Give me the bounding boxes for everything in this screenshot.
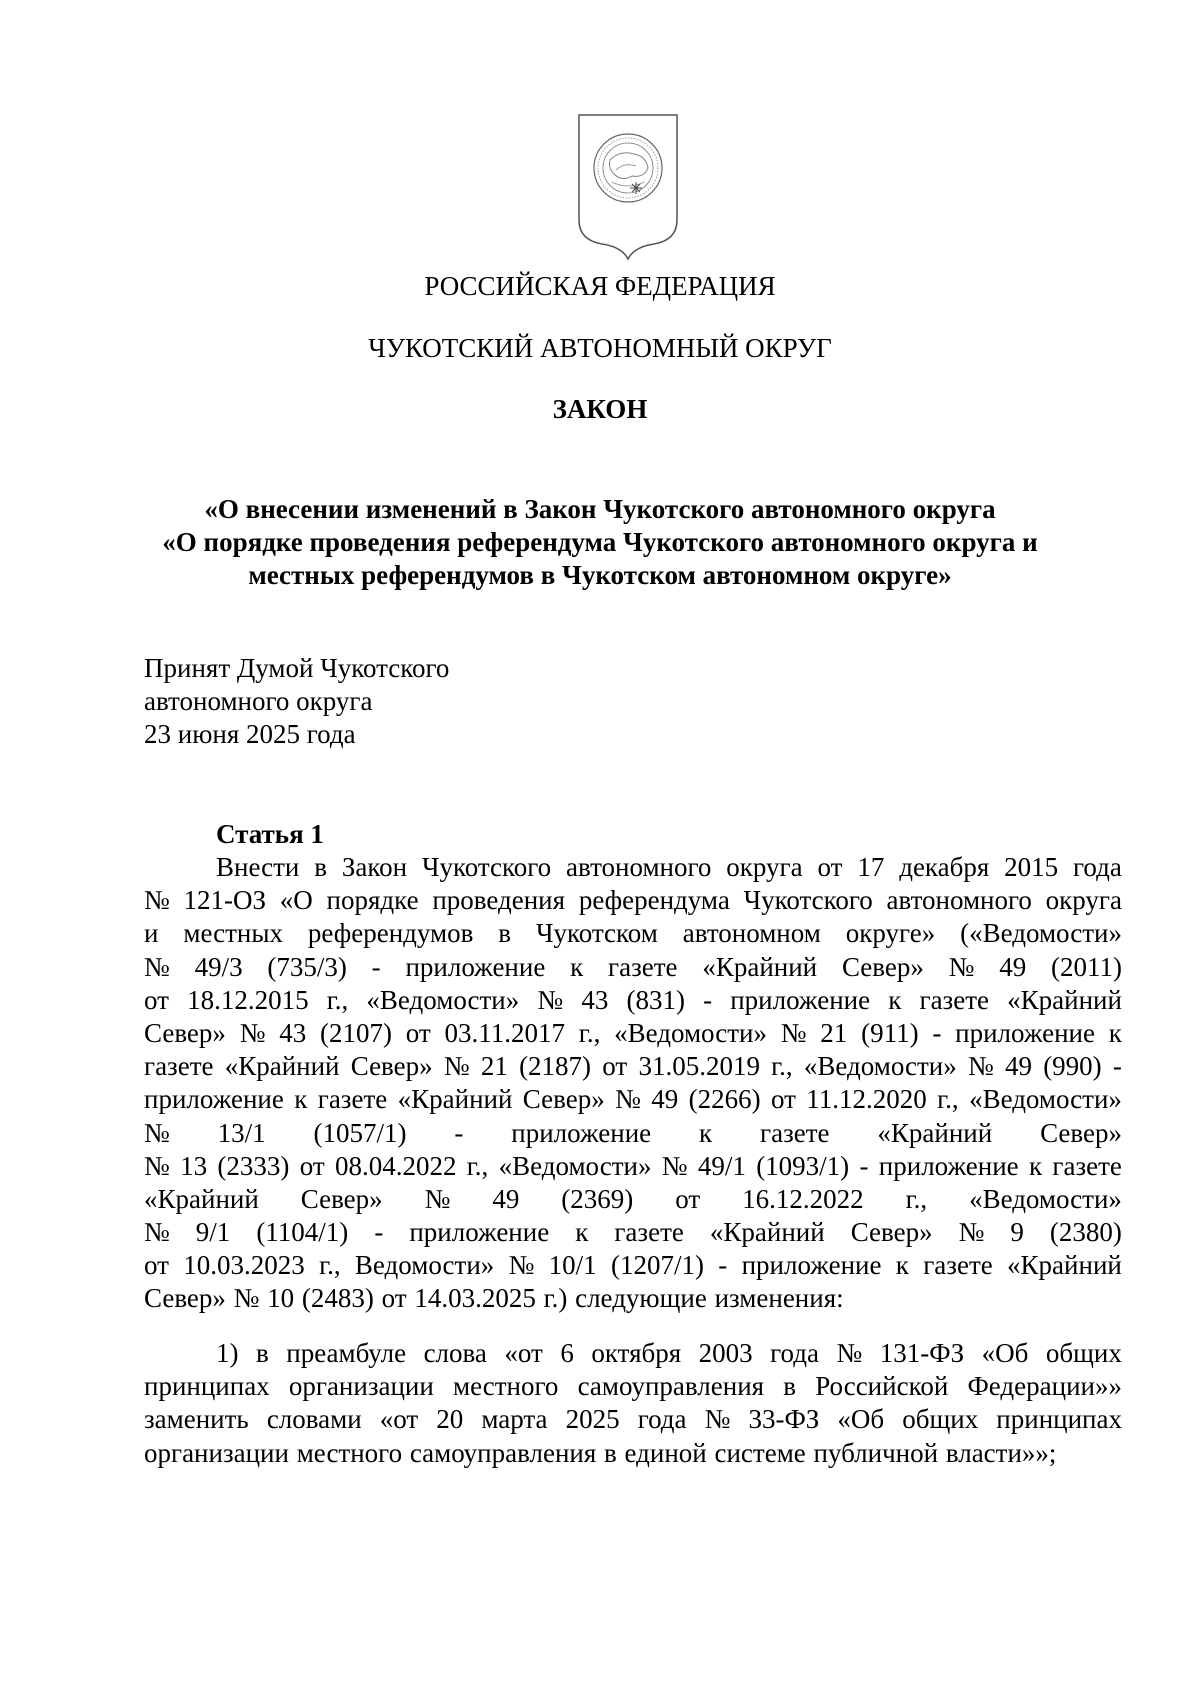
paragraph-line: Север» № 43 (2107) от 03.11.2017 г., «Ведомости» № 21 (911) - приложение к bbox=[144, 1017, 1122, 1048]
paragraph-line: 1) в преамбуле слова «от 6 октября 2003 года № 131-ФЗ «Об общих bbox=[216, 1338, 1122, 1368]
adoption-info bbox=[144, 652, 449, 751]
paragraph-line: от 10.03.2023 г., Ведомости» № 10/1 (1207/1) - приложение к газете «Крайний bbox=[144, 1250, 1122, 1281]
paragraph-line: № 49/3 (735/3) - приложение к газете «Крайний Север» № 49 (2011) bbox=[144, 951, 1122, 982]
paragraph-line: № 9/1 (1104/1) - приложение к газете «Крайний Север» № 9 (2380) bbox=[144, 1217, 1122, 1248]
paragraph-line: принципах организации местного самоуправления в Российской Федерации»» bbox=[144, 1371, 1122, 1402]
paragraph-line: заменить словами «от 20 марта 2025 года № 33-ФЗ «Об общих принципах bbox=[144, 1404, 1122, 1435]
paragraph-line: приложение к газете «Крайний Север» № 49 (2266) от 11.12.2020 г., «Ведомости» bbox=[144, 1084, 1122, 1115]
article-paragraph bbox=[144, 851, 1122, 1316]
paragraph-line: от 18.12.2015 г., «Ведомости» № 43 (831) - приложение к газете «Крайний bbox=[144, 984, 1122, 1015]
article-paragraph bbox=[144, 1337, 1122, 1470]
paragraph-line: Север» № 10 (2483) от 14.03.2025 г.) следующие изменения: bbox=[144, 1283, 844, 1314]
law-title-line: местных референдумов в Чукотском автономном округе» bbox=[248, 560, 952, 590]
coat-of-arms-icon bbox=[576, 112, 680, 264]
paragraph-line: № 13 (2333) от 08.04.2022 г., «Ведомости» № 49/1 (1093/1) - приложение к газете bbox=[144, 1150, 1122, 1181]
paragraph-line: газете «Крайний Север» № 21 (2187) от 31.05.2019 г., «Ведомости» № 49 (990) - bbox=[144, 1051, 1122, 1082]
law-title-line: «О внесении изменений в Закон Чукотского автономного округа bbox=[204, 494, 996, 524]
paragraph-line: Внести в Закон Чукотского автономного округа от 17 декабря 2015 года bbox=[216, 852, 1122, 882]
law-title-line: «О порядке проведения референдума Чукотского автономного округа и bbox=[162, 527, 1038, 557]
paragraph-line: «Крайний Север» № 49 (2369) от 16.12.2022 г., «Ведомости» bbox=[144, 1183, 1122, 1214]
article-heading: Статья 1 bbox=[216, 819, 324, 849]
paragraph-line: и местных референдумов в Чукотском автономном округе» («Ведомости» bbox=[144, 918, 1122, 949]
paragraph-line: № 13/1 (1057/1) - приложение к газете «Крайний Север» bbox=[144, 1117, 1122, 1148]
adoption-line: автономного округа bbox=[144, 686, 373, 716]
paragraph-line: организации местного самоуправления в единой системе публичной власти»»; bbox=[144, 1437, 1057, 1468]
region-name: ЧУКОТСКИЙ АВТОНОМНЫЙ ОКРУГ bbox=[368, 333, 832, 363]
paragraph-line: № 121-ОЗ «О порядке проведения референдума Чукотского автономного округа bbox=[144, 885, 1122, 916]
adoption-line: Принят Думой Чукотского bbox=[144, 653, 450, 683]
document-type: ЗАКОН bbox=[552, 394, 648, 424]
country-name: РОССИЙСКАЯ ФЕДЕРАЦИЯ bbox=[424, 271, 776, 301]
law-title bbox=[0, 493, 1200, 592]
adoption-date: 23 июня 2025 года bbox=[144, 719, 356, 749]
